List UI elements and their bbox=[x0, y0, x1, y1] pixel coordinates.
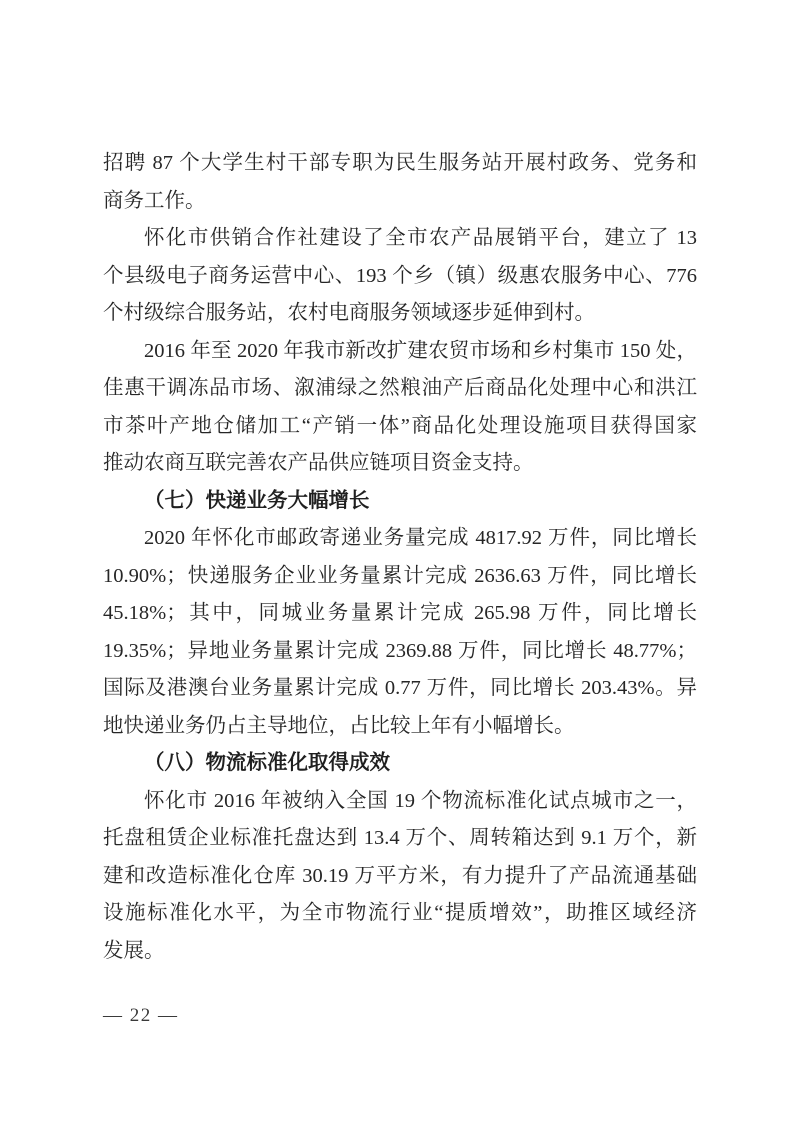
paragraph-line: 托盘租赁企业标准托盘达到 13.4 万个、周转箱达到 9.1 万个，新 bbox=[103, 827, 697, 849]
paragraph bbox=[103, 520, 697, 745]
paragraph bbox=[103, 333, 697, 483]
paragraph-line: 推动农商互联完善农产品供应链项目资金支持。 bbox=[103, 452, 534, 474]
paragraph-line: 2016 年至 2020 年我市新改扩建农贸市场和乡村集市 150 处， bbox=[144, 339, 697, 362]
section-heading-line: （七）快递业务大幅增长 bbox=[144, 489, 370, 512]
paragraph-line: 45.18%；其中，同城业务量累计完成 265.98 万件，同比增长 bbox=[103, 602, 697, 624]
paragraph-line: 19.35%；异地业务量累计完成 2369.88 万件，同比增长 48.77%； bbox=[103, 639, 697, 662]
paragraph-line: 10.90%；快递服务企业业务量累计完成 2636.63 万件，同比增长 bbox=[103, 564, 697, 587]
paragraph-line: 国际及港澳台业务量累计完成 0.77 万件，同比增长 203.43%。异 bbox=[103, 677, 697, 699]
paragraph-line: 个县级电子商务运营中心、193 个乡（镇）级惠农服务中心、776 bbox=[103, 264, 697, 287]
paragraph-line: 怀化市供销合作社建设了全市农产品展销平台，建立了 13 bbox=[144, 227, 697, 249]
section-heading-7 bbox=[103, 483, 697, 521]
paragraph-line: 设施标准化水平，为全市物流行业“提质增效”，助推区域经济 bbox=[103, 902, 697, 924]
paragraph-line: 发展。 bbox=[103, 939, 165, 962]
paragraph-line: 市茶叶产地仓储加工“产销一体”商品化处理设施项目获得国家 bbox=[103, 414, 697, 437]
paragraph-line: 怀化市 2016 年被纳入全国 19 个物流标准化试点城市之一， bbox=[144, 789, 697, 812]
paragraph bbox=[103, 145, 697, 220]
paragraph-line: 招聘 87 个大学生村干部专职为民生服务站开展村政务、党务和 bbox=[103, 152, 697, 174]
paragraph-line: 地快递业务仍占主导地位，占比较上年有小幅增长。 bbox=[103, 714, 575, 737]
document-body bbox=[103, 145, 697, 970]
section-heading-8 bbox=[103, 745, 697, 783]
paragraph-line: 商务工作。 bbox=[103, 189, 206, 212]
paragraph bbox=[103, 220, 697, 333]
paragraph-line: 佳惠干调冻品市场、溆浦绿之然粮油产后商品化处理中心和洪江 bbox=[103, 377, 697, 399]
paragraph bbox=[103, 783, 697, 971]
section-heading-line: （八）物流标准化取得成效 bbox=[144, 752, 390, 774]
paragraph-line: 建和改造标准化仓库 30.19 万平方米，有力提升了产品流通基础 bbox=[103, 864, 697, 887]
paragraph-line: 2020 年怀化市邮政寄递业务量完成 4817.92 万件，同比增长 bbox=[144, 527, 697, 549]
paragraph-line: 个村级综合服务站，农村电商服务领域逐步延伸到村。 bbox=[103, 302, 595, 324]
page-number: — 22 — bbox=[103, 1005, 179, 1026]
